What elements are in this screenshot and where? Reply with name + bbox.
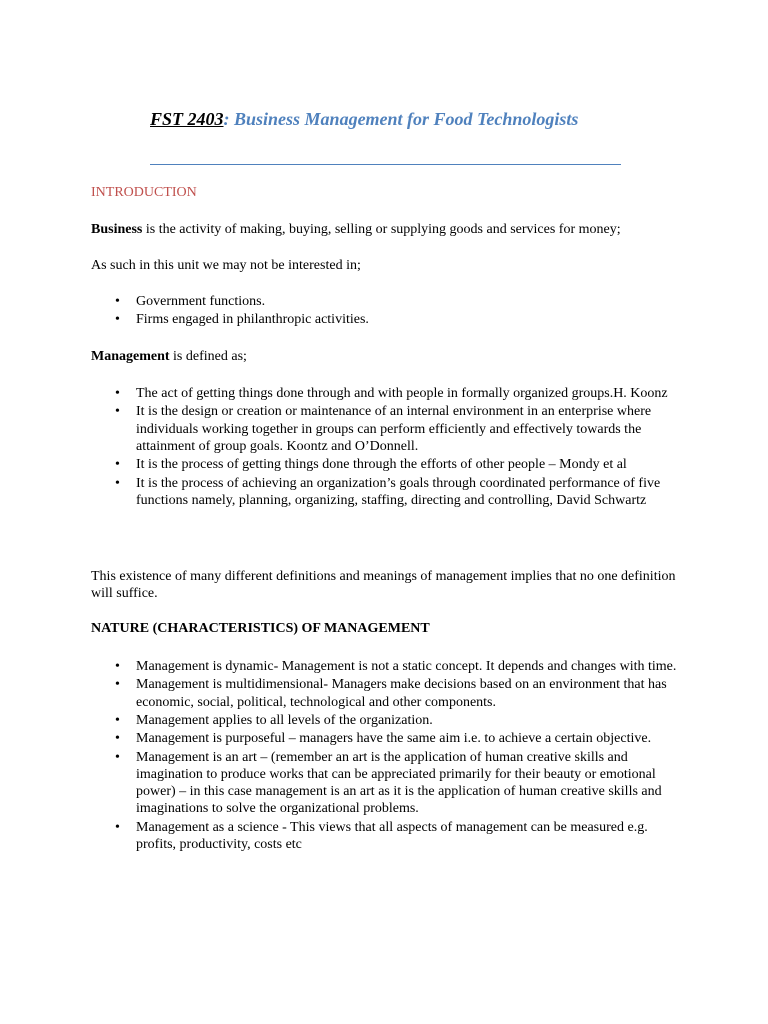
management-definition-intro	[91, 348, 691, 365]
list-item: • Management is purposeful – managers have the same aim i.e. to achieve a certain objective.	[115, 731, 652, 747]
list-item: • It is the process of achieving an organization’s goals through coordinated performance of five functions namely, planning, organizing, staffing, directing and controlling, David Schwartz	[115, 475, 661, 508]
management-definition-text: is defined as;	[169, 349, 247, 364]
title-underline-rule	[150, 164, 621, 165]
document-title	[150, 106, 622, 133]
bullet-icon: •	[115, 457, 120, 473]
bullet-icon: •	[115, 712, 120, 728]
existence-paragraph: This existence of many different definitions and meanings of management implies that no one definition will suffice.	[91, 569, 676, 601]
nature-list	[91, 658, 691, 854]
list-item: • Management applies to all levels of the organization.	[115, 712, 433, 728]
bullet-icon: •	[115, 404, 120, 420]
nature-heading: NATURE (CHARACTERISTICS) OF MANAGEMENT	[91, 621, 430, 636]
bullet-icon: •	[115, 731, 120, 747]
not-interested-intro: As such in this unit we may not be interested in;	[91, 258, 361, 273]
bullet-icon: •	[115, 677, 120, 693]
list-item: • Management is dynamic- Management is not a static concept. It depends and changes with time.	[115, 659, 677, 674]
not-interested-list	[91, 293, 691, 330]
list-item: • It is the design or creation or maintenance of an internal environment in an enterprise where individuals working together in groups can perform efficiently and effectively towards the attainment of group goals. Koontz and O’Donnell.	[115, 404, 652, 454]
list-item: • Management is multidimensional- Managers make decisions based on an environment that has economic, social, political, technological and other components.	[115, 677, 667, 710]
bullet-icon: •	[115, 312, 120, 328]
course-code: FST 2403	[150, 109, 224, 129]
list-item: • Management as a science - This views that all aspects of management can be measured e.g. profits, productivity, costs etc	[115, 819, 648, 852]
management-definitions-list	[91, 385, 691, 510]
course-title: Business Management for Food Technologists	[234, 109, 579, 129]
list-item: • It is the process of getting things done through the efforts of other people – Mondy et al	[115, 457, 627, 473]
list-item: • The act of getting things done through and with people in formally organized groups.H. Koonz	[115, 386, 668, 401]
list-item: • Government functions.	[115, 294, 266, 309]
bullet-icon: •	[115, 475, 120, 491]
introduction-heading: INTRODUCTION	[91, 185, 197, 200]
bullet-icon: •	[115, 819, 120, 835]
list-item: • Management is an art – (remember an art is the application of human creative skills and imagination to produce works that can be appreciated primarily for their beauty or emotional power) – in this case management is an art as it is the application of human creative skills and imaginations to solve the organizational problems.	[115, 749, 662, 817]
business-definition-text: is the activity of making, buying, selling or supplying goods and services for money;	[142, 222, 621, 237]
title-separator: :	[223, 109, 235, 129]
bullet-icon: •	[115, 386, 120, 401]
management-term: Management	[91, 349, 170, 364]
bullet-icon: •	[115, 659, 120, 674]
business-definition	[91, 221, 691, 238]
bullet-icon: •	[115, 294, 120, 309]
bullet-icon: •	[115, 749, 120, 765]
list-item: • Firms engaged in philanthropic activities.	[115, 312, 369, 328]
business-term: Business	[91, 222, 143, 237]
